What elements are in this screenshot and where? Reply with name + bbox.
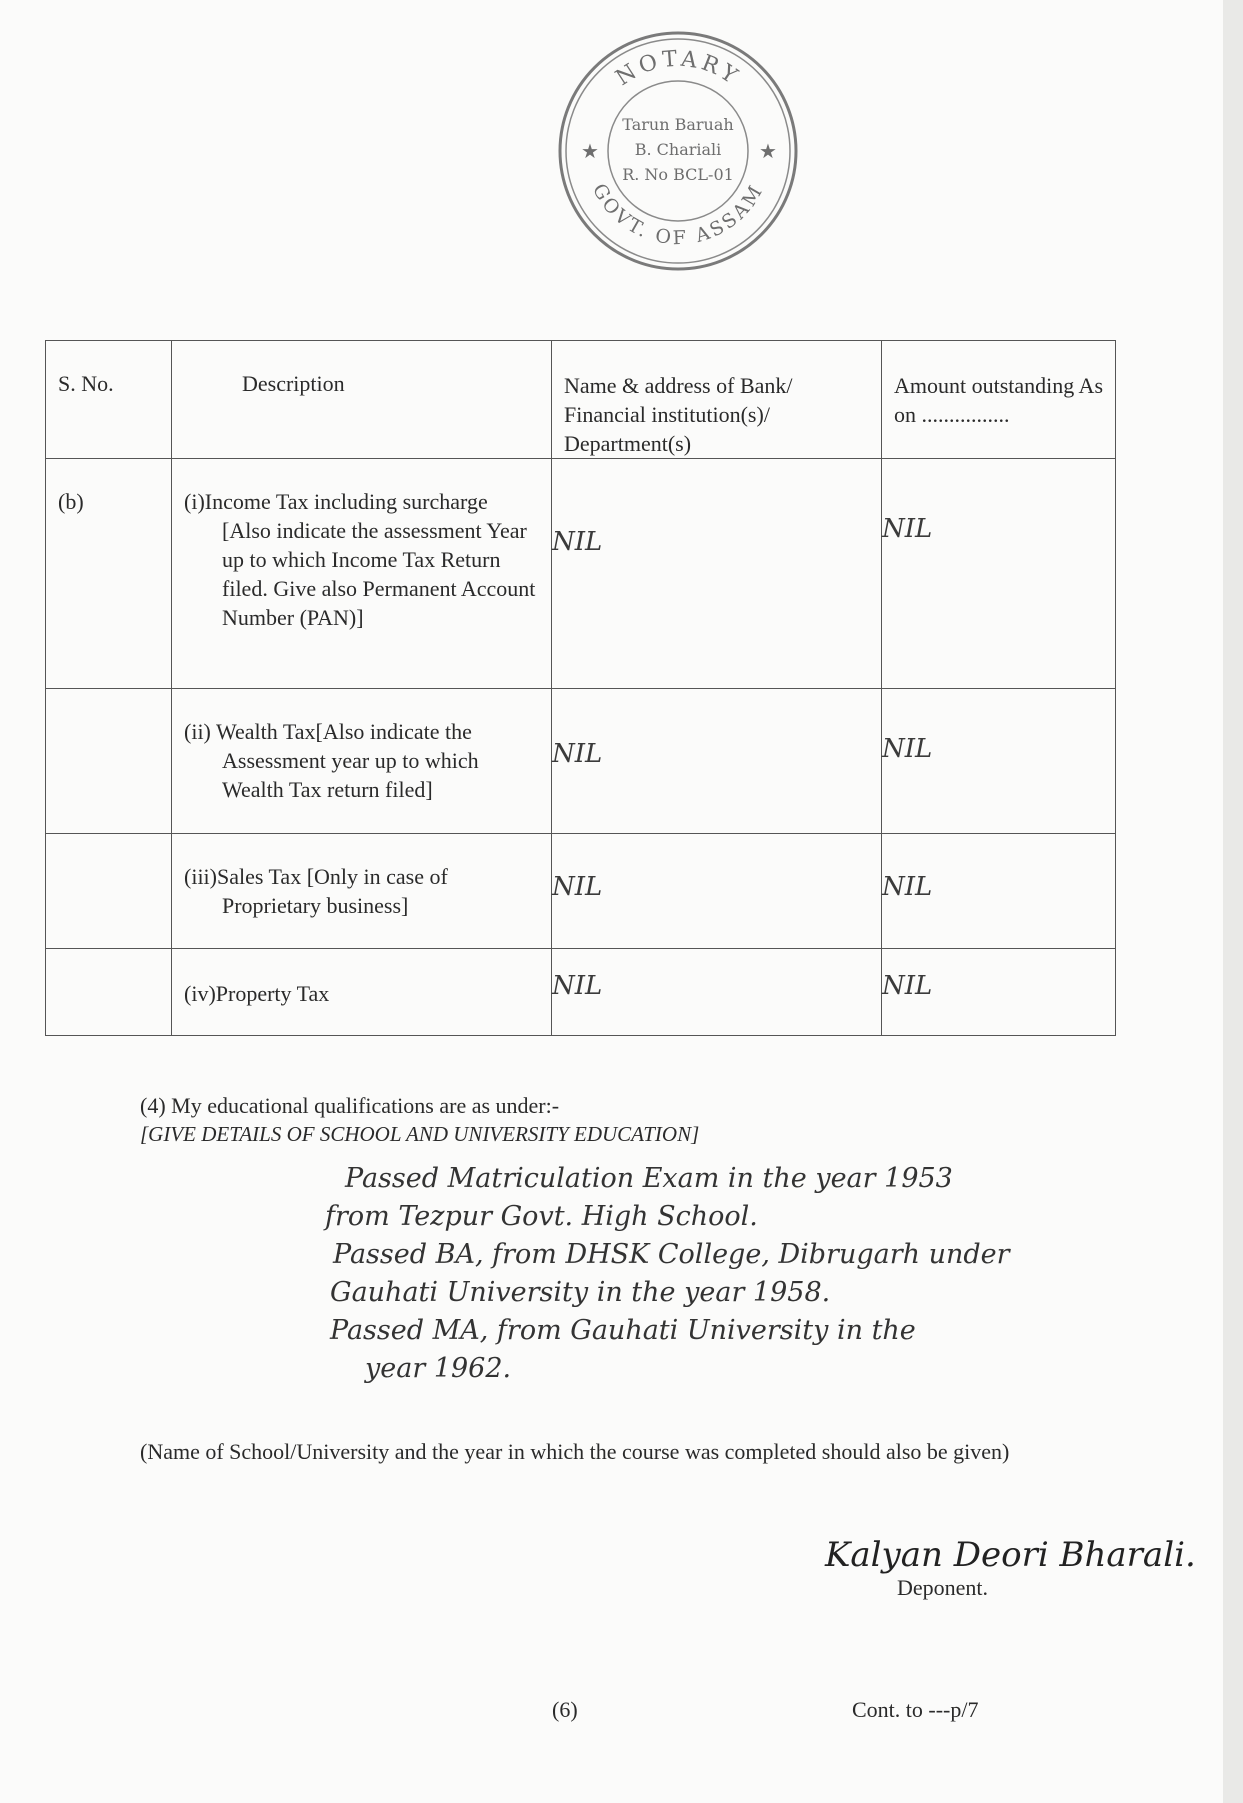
row-description	[172, 689, 552, 834]
qualifications-section	[140, 1092, 699, 1148]
header-description: Description	[172, 341, 552, 459]
header-bank: Name & address of Bank/ Financial institution(s)/ Department(s)	[552, 341, 882, 459]
amount-value-handwritten: NIL	[882, 949, 1116, 1036]
description-first-line: (iv)Property Tax	[184, 981, 330, 1006]
bank-value-handwritten: NIL	[552, 459, 882, 689]
amount-value-handwritten: NIL	[882, 459, 1116, 689]
handwritten-line: year 1962.	[365, 1353, 512, 1384]
qualifications-note: (Name of School/University and the year in which the course was completed should also be given)	[140, 1439, 1010, 1464]
stamp-top-text: NOTARY	[611, 46, 745, 92]
table-row	[46, 459, 1116, 689]
stamp-star-left: ★	[581, 139, 599, 163]
tax-liabilities-table	[45, 340, 1116, 1036]
stamp-bottom-text: GOVT. OF ASSAM	[587, 179, 769, 250]
deponent-label: Deponent.	[897, 1575, 989, 1600]
qualifications-instruction: [GIVE DETAILS OF SCHOOL AND UNIVERSITY EDUCATION]	[140, 1122, 700, 1146]
handwritten-qualifications	[325, 1160, 1010, 1388]
bank-value-handwritten: NIL	[552, 949, 882, 1036]
stamp-line-2: B. Chariali	[634, 140, 722, 159]
header-amount: Amount outstanding As on ................	[882, 341, 1116, 459]
amount-value-handwritten: NIL	[882, 834, 1116, 949]
svg-text:GOVT. OF ASSAM	[588, 180, 768, 250]
bank-value-handwritten: NIL	[552, 689, 882, 834]
header-sno: S. No.	[46, 341, 172, 459]
handwritten-line: Passed MA, from Gauhati University in the	[330, 1315, 916, 1346]
description-first-line: (ii) Wealth Tax[Also indicate the	[184, 719, 472, 744]
handwritten-line: from Tezpur Govt. High School.	[325, 1201, 758, 1232]
notary-stamp	[555, 28, 801, 274]
row-description	[172, 834, 552, 949]
handwritten-line: Gauhati University in the year 1958.	[330, 1277, 831, 1308]
bank-value-handwritten: NIL	[552, 834, 882, 949]
table-row	[46, 689, 1116, 834]
handwritten-line: Passed BA, from DHSK College, Dibrugarh under	[333, 1239, 1010, 1270]
scan-edge-shadow	[1223, 0, 1243, 1803]
description-first-line: (i)Income Tax including surcharge	[184, 489, 488, 514]
deponent-signature: Kalyan Deori Bharali.	[825, 1535, 1196, 1575]
stamp-line-3: R. No BCL-01	[622, 165, 734, 184]
stamp-line-1: Tarun Baruah	[622, 115, 734, 134]
amount-value-handwritten: NIL	[882, 689, 1116, 834]
stamp-star-right: ★	[759, 139, 777, 163]
row-description	[172, 949, 552, 1036]
row-sno: (b)	[46, 459, 172, 689]
page-number: (6)	[552, 1697, 578, 1722]
table-row	[46, 949, 1116, 1036]
row-description	[172, 459, 552, 689]
qualifications-heading: (4) My educational qualifications are as under:-	[140, 1093, 560, 1118]
description-detail: Proprietary business]	[222, 893, 409, 918]
svg-text:NOTARY	[612, 46, 745, 91]
description-detail: Assessment year up to which Wealth Tax return filed]	[222, 748, 479, 802]
description-detail: [Also indicate the assessment Year up to which Income Tax Return filed. Give also Permanent Account Number (PAN)]	[222, 518, 536, 630]
table-header-row	[46, 341, 1116, 459]
table-row	[46, 834, 1116, 949]
row-sno	[46, 834, 172, 949]
row-sno	[46, 689, 172, 834]
handwritten-line: Passed Matriculation Exam in the year 1953	[345, 1163, 953, 1194]
continuation-note: Cont. to ---p/7	[852, 1697, 979, 1722]
row-sno	[46, 949, 172, 1036]
description-first-line: (iii)Sales Tax [Only in case of	[184, 864, 448, 889]
